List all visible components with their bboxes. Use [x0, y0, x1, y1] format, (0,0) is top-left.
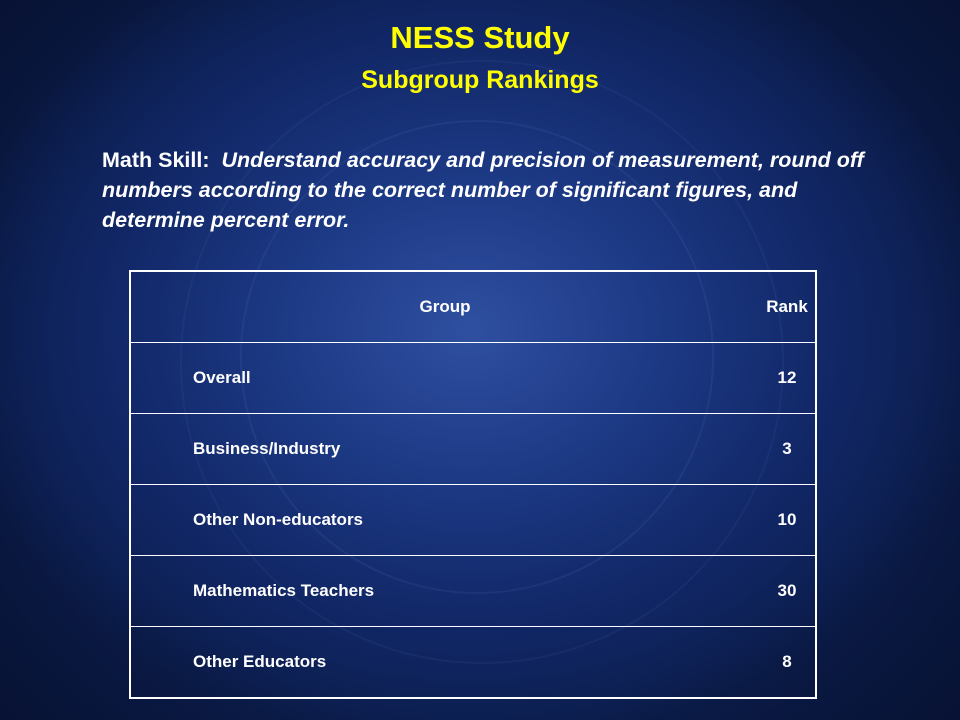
- group-cell: Business/Industry: [130, 414, 759, 485]
- table-header-row: [130, 271, 816, 343]
- table-row: [130, 343, 816, 414]
- table-row: [130, 485, 816, 556]
- slide-subtitle: Subgroup Rankings: [361, 66, 599, 94]
- column-header-rank: Rank: [759, 271, 816, 343]
- rank-cell: 30: [759, 556, 816, 627]
- group-cell: Other Non-educators: [130, 485, 759, 556]
- rankings-table: [129, 270, 817, 699]
- slide-title: NESS Study: [390, 20, 570, 55]
- table-row: [130, 627, 816, 699]
- table-row: [130, 556, 816, 627]
- group-cell: Mathematics Teachers: [130, 556, 759, 627]
- rank-cell: 10: [759, 485, 816, 556]
- math-skill-statement: [102, 145, 902, 235]
- group-cell: Other Educators: [130, 627, 759, 699]
- column-header-group: Group: [130, 271, 759, 343]
- rank-cell: 8: [759, 627, 816, 699]
- group-cell: Overall: [130, 343, 759, 414]
- table-row: [130, 414, 816, 485]
- math-skill-description: Understand accuracy and precision of measurement, round off numbers according to the correct number of significant figures, and determine percent error.: [102, 148, 864, 232]
- rank-cell: 3: [759, 414, 816, 485]
- math-skill-label: Math Skill:: [102, 148, 210, 172]
- rank-cell: 12: [759, 343, 816, 414]
